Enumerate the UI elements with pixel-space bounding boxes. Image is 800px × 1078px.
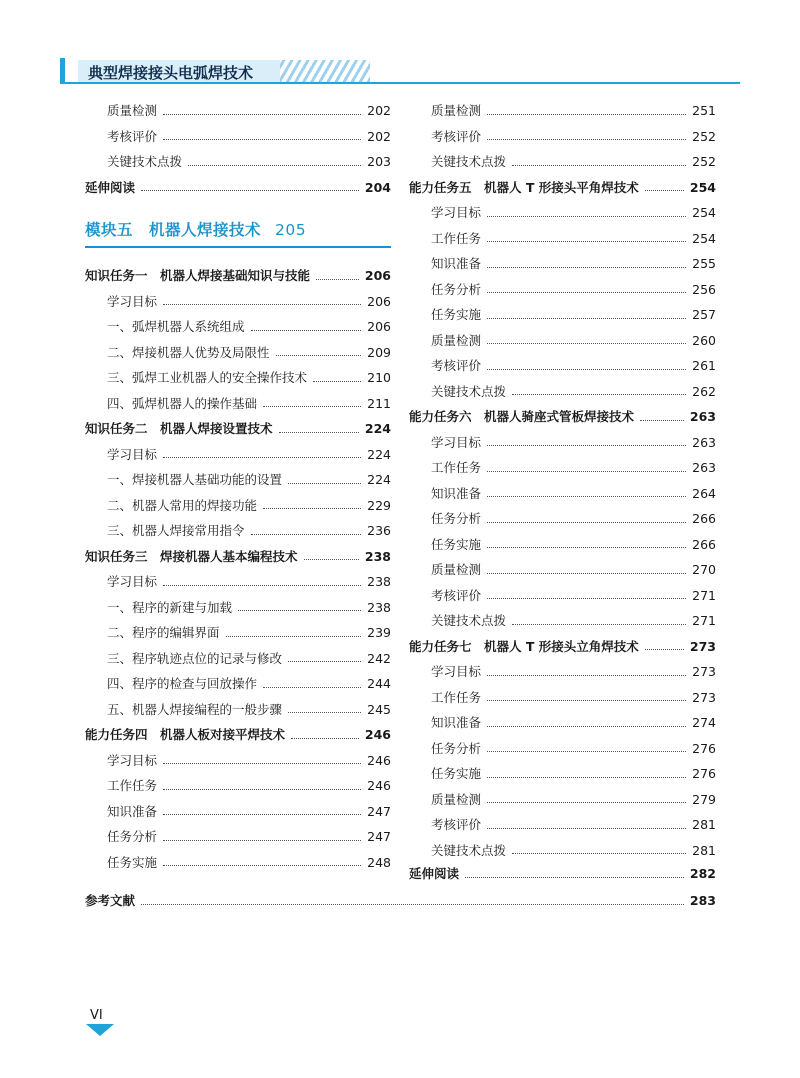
toc-entry-page: 271 xyxy=(692,613,716,628)
leader-dots xyxy=(163,813,361,815)
leader-dots xyxy=(487,266,686,268)
toc-entry-page: 257 xyxy=(692,307,716,322)
toc-entry-label: 任务分析 xyxy=(431,281,482,297)
toc-entry-label: 延伸阅读 xyxy=(409,866,460,881)
toc-entry[interactable] xyxy=(85,620,391,646)
leader-dots xyxy=(163,762,361,764)
toc-entry-label: 工作任务 xyxy=(431,230,482,246)
toc-entry[interactable] xyxy=(85,595,391,621)
toc-entry[interactable] xyxy=(409,608,716,634)
toc-entry-label: 参考文献 xyxy=(85,893,136,908)
toc-entry-page: 270 xyxy=(692,562,716,577)
toc-section-entry[interactable] xyxy=(85,175,391,201)
toc-entry-label: 考核评价 xyxy=(431,358,482,373)
toc-entry[interactable] xyxy=(409,659,716,685)
toc-entry-page: 252 xyxy=(692,128,716,144)
toc-entry[interactable] xyxy=(85,671,391,697)
toc-entry-page: 252 xyxy=(692,154,716,169)
toc-entry[interactable] xyxy=(409,761,716,787)
toc-entry-page: 261 xyxy=(692,358,716,373)
toc-entry[interactable] xyxy=(85,824,391,850)
toc-entry-extended-reading[interactable] xyxy=(409,861,716,887)
toc-entry-label: 二、程序的编辑界面 xyxy=(107,625,220,640)
book-title: 典型焊接接头电弧焊技术 xyxy=(88,64,254,82)
toc-entry-page: 245 xyxy=(367,701,391,717)
toc-entry[interactable] xyxy=(85,340,391,366)
leader-dots xyxy=(188,164,361,166)
toc-entry-label: 学习目标 xyxy=(431,664,482,679)
toc-entry[interactable] xyxy=(409,430,716,456)
toc-entry-label: 一、焊接机器人基础功能的设置 xyxy=(107,472,283,487)
toc-entry-label: 学习目标 xyxy=(431,205,482,220)
toc-entry-page: 254 xyxy=(689,179,716,195)
toc-entry-page: 263 xyxy=(692,460,716,475)
module-heading[interactable] xyxy=(85,218,306,240)
toc-entry[interactable] xyxy=(409,838,716,864)
leader-dots xyxy=(304,558,359,560)
toc-entry-label: 考核评价 xyxy=(107,128,158,144)
toc-entry-page: 281 xyxy=(692,842,716,858)
toc-entry[interactable] xyxy=(85,646,391,672)
toc-entry[interactable] xyxy=(409,251,716,277)
header-stripes xyxy=(280,60,370,82)
leader-dots xyxy=(487,699,686,701)
toc-entry[interactable] xyxy=(409,506,716,532)
toc-entry-label: 能力任务六 机器人骑座式管板焊接技术 xyxy=(409,409,635,424)
toc-entry[interactable] xyxy=(409,149,716,175)
leader-dots xyxy=(276,354,362,356)
toc-entry-label: 知识准备 xyxy=(107,803,158,819)
toc-entry-page: 274 xyxy=(692,715,716,730)
toc-entry-page: 246 xyxy=(367,752,391,768)
toc-entry-label: 质量检测 xyxy=(431,791,482,807)
header-rule xyxy=(60,82,740,84)
toc-entry[interactable] xyxy=(409,787,716,813)
leader-dots xyxy=(487,546,686,548)
toc-entry-label: 学习目标 xyxy=(431,434,482,450)
toc-left-bottom xyxy=(85,263,391,875)
toc-entry[interactable] xyxy=(85,773,391,799)
toc-entry-page: 204 xyxy=(364,179,391,195)
toc-entry-page: 210 xyxy=(367,370,391,385)
toc-entry-page: 238 xyxy=(364,548,391,564)
leader-dots xyxy=(487,597,686,599)
leader-dots xyxy=(645,648,684,650)
toc-entry[interactable] xyxy=(85,467,391,493)
toc-entry-page: 273 xyxy=(689,638,716,654)
toc-entry-label: 质量检测 xyxy=(431,332,482,348)
toc-entry-page: 263 xyxy=(689,409,716,424)
module-rule xyxy=(85,246,391,248)
toc-entry-label: 工作任务 xyxy=(431,460,482,475)
header-accent-bar xyxy=(60,58,65,84)
toc-entry-label: 一、程序的新建与加载 xyxy=(107,599,233,615)
leader-dots xyxy=(487,725,686,727)
leader-dots xyxy=(313,380,361,382)
toc-entry-label: 工作任务 xyxy=(107,778,158,793)
toc-entry-label: 知识准备 xyxy=(431,256,482,271)
toc-entry-page: 251 xyxy=(692,103,716,118)
toc-entry-label: 知识任务三 焊接机器人基本编程技术 xyxy=(85,548,298,564)
toc-entry[interactable] xyxy=(409,98,716,124)
toc-section-entry[interactable] xyxy=(409,404,716,430)
leader-dots xyxy=(640,419,684,421)
toc-entry-label: 任务分析 xyxy=(431,511,482,526)
leader-dots xyxy=(487,291,686,293)
toc-right xyxy=(409,98,716,863)
leader-dots xyxy=(163,584,361,586)
leader-dots xyxy=(163,864,361,866)
toc-entry-label: 考核评价 xyxy=(431,817,482,832)
toc-entry[interactable] xyxy=(409,328,716,354)
leader-dots xyxy=(163,456,361,458)
toc-entry-page: 282 xyxy=(689,866,716,881)
module-page: 205 xyxy=(275,221,307,239)
toc-entry-page: 203 xyxy=(367,154,391,169)
leader-dots xyxy=(226,635,362,637)
toc-entry[interactable] xyxy=(85,365,391,391)
toc-entry-page: 229 xyxy=(367,497,391,513)
toc-entry-page: 246 xyxy=(364,727,391,742)
leader-dots xyxy=(163,138,361,140)
toc-entry-page: 244 xyxy=(367,676,391,691)
toc-entry-page: 239 xyxy=(367,625,391,640)
toc-entry-label: 关键技术点拨 xyxy=(431,383,507,399)
toc-entry[interactable] xyxy=(85,697,391,723)
leader-dots xyxy=(645,189,684,191)
toc-entry-page: 211 xyxy=(367,395,391,411)
leader-dots xyxy=(163,788,361,790)
toc-entry-page: 276 xyxy=(692,766,716,781)
toc-entry-page: 271 xyxy=(692,587,716,603)
toc-left-top xyxy=(85,98,391,200)
toc-entry[interactable] xyxy=(409,557,716,583)
toc-entry-label: 三、弧焊工业机器人的安全操作技术 xyxy=(107,370,308,385)
leader-dots xyxy=(465,876,684,878)
toc-entry-label: 知识准备 xyxy=(431,485,482,501)
toc-entry-label: 能力任务七 机器人 T 形接头立角焊技术 xyxy=(409,638,639,654)
toc-entry-label: 质量检测 xyxy=(431,562,482,577)
leader-dots xyxy=(487,138,686,140)
toc-entry[interactable] xyxy=(85,442,391,468)
toc-section-entry[interactable] xyxy=(409,634,716,660)
leader-dots xyxy=(263,405,361,407)
toc-entry-label: 任务实施 xyxy=(107,854,158,870)
toc-entry-page: 238 xyxy=(367,574,391,589)
leader-dots xyxy=(291,737,359,739)
leader-dots xyxy=(512,164,686,166)
toc-entry-label: 二、机器人常用的焊接功能 xyxy=(107,497,258,513)
toc-entry-label: 关键技术点拨 xyxy=(431,154,507,169)
toc-entry-label: 学习目标 xyxy=(107,293,158,309)
toc-entry-page: 206 xyxy=(364,268,391,283)
toc-entry[interactable] xyxy=(409,710,716,736)
toc-entry-label: 学习目标 xyxy=(107,446,158,462)
toc-section-entry[interactable] xyxy=(409,175,716,201)
toc-entry-label: 能力任务五 机器人 T 形接头平角焊技术 xyxy=(409,179,639,195)
leader-dots xyxy=(487,342,686,344)
leader-dots xyxy=(487,215,686,217)
toc-entry-label: 质量检测 xyxy=(431,103,482,118)
toc-entry-label: 考核评价 xyxy=(431,587,482,603)
leader-dots xyxy=(487,674,686,676)
toc-entry-label: 学习目标 xyxy=(107,752,158,768)
toc-entry[interactable] xyxy=(409,277,716,303)
toc-entry[interactable] xyxy=(409,302,716,328)
toc-entry[interactable] xyxy=(409,532,716,558)
toc-references xyxy=(85,888,716,914)
leader-dots xyxy=(487,801,686,803)
toc-entry[interactable] xyxy=(409,124,716,150)
toc-entry-page: 254 xyxy=(692,205,716,220)
toc-entry-page: 264 xyxy=(692,485,716,501)
toc-entry-page: 273 xyxy=(692,689,716,705)
toc-entry-page: 209 xyxy=(367,344,391,360)
toc-entry-label: 学习目标 xyxy=(107,574,158,589)
toc-entry-label: 关键技术点拨 xyxy=(431,613,507,628)
toc-entry-page: 279 xyxy=(692,791,716,807)
toc-entry-label: 延伸阅读 xyxy=(85,179,136,195)
leader-dots xyxy=(288,711,361,713)
toc-entry-page: 276 xyxy=(692,740,716,756)
toc-entry-label: 知识任务二 机器人焊接设置技术 xyxy=(85,421,273,436)
module-title: 模块五 机器人焊接技术 xyxy=(85,221,262,239)
toc-entry[interactable] xyxy=(85,289,391,315)
leader-dots xyxy=(238,609,361,611)
toc-entry[interactable] xyxy=(409,685,716,711)
leader-dots xyxy=(263,686,361,688)
leader-dots xyxy=(251,329,362,331)
toc-entry-label: 知识准备 xyxy=(431,715,482,730)
toc-entry[interactable] xyxy=(85,799,391,825)
toc-entry-page: 262 xyxy=(692,383,716,399)
toc-entry-page: 283 xyxy=(689,893,716,908)
toc-entry[interactable] xyxy=(409,200,716,226)
toc-entry-page: 247 xyxy=(367,829,391,844)
leader-dots xyxy=(316,278,359,280)
toc-entry[interactable] xyxy=(85,314,391,340)
toc-entry[interactable] xyxy=(409,583,716,609)
toc-entry-label: 任务实施 xyxy=(431,766,482,781)
toc-section-entry[interactable] xyxy=(85,416,391,442)
toc-section-entry[interactable] xyxy=(85,263,391,289)
toc-entry-page: 254 xyxy=(692,230,716,246)
leader-dots xyxy=(512,623,686,625)
toc-entry-label: 任务实施 xyxy=(431,307,482,322)
leader-dots xyxy=(163,839,361,841)
toc-entry[interactable] xyxy=(85,149,391,175)
toc-entry[interactable] xyxy=(85,748,391,774)
leader-dots xyxy=(487,240,686,242)
toc-entry-page: 224 xyxy=(367,472,391,487)
toc-entry-label: 三、程序轨迹点位的记录与修改 xyxy=(107,650,283,666)
toc-entry-page: 273 xyxy=(692,664,716,679)
toc-entry-label: 三、机器人焊接常用指令 xyxy=(107,523,245,538)
leader-dots xyxy=(512,852,686,854)
toc-entry-label: 能力任务四 机器人板对接平焊技术 xyxy=(85,727,286,742)
toc-entry-references[interactable] xyxy=(85,888,716,914)
toc-entry[interactable] xyxy=(85,493,391,519)
toc-entry-page: 224 xyxy=(367,446,391,462)
toc-entry-label: 工作任务 xyxy=(431,689,482,705)
page-marker-triangle-icon xyxy=(86,1024,114,1036)
leader-dots xyxy=(141,189,359,191)
leader-dots xyxy=(487,750,686,752)
toc-entry-label: 任务分析 xyxy=(431,740,482,756)
toc-entry[interactable] xyxy=(85,518,391,544)
toc-entry-page: 247 xyxy=(367,803,391,819)
toc-entry-label: 关键技术点拨 xyxy=(107,154,183,169)
toc-entry-page: 266 xyxy=(692,536,716,552)
toc-entry-page: 236 xyxy=(367,523,391,538)
leader-dots xyxy=(141,903,684,905)
toc-entry-label: 一、弧焊机器人系统组成 xyxy=(107,319,245,334)
leader-dots xyxy=(487,317,686,319)
leader-dots xyxy=(288,482,361,484)
toc-entry-label: 考核评价 xyxy=(431,128,482,144)
running-header xyxy=(60,58,740,84)
toc-entry[interactable] xyxy=(409,812,716,838)
toc-entry-page: 248 xyxy=(367,854,391,870)
leader-dots xyxy=(279,431,359,433)
leader-dots xyxy=(487,113,686,115)
leader-dots xyxy=(487,521,686,523)
toc-entry[interactable] xyxy=(409,455,716,481)
leader-dots xyxy=(251,533,362,535)
leader-dots xyxy=(487,572,686,574)
leader-dots xyxy=(487,444,686,446)
toc-entry-label: 四、程序的检查与回放操作 xyxy=(107,676,258,691)
toc-entry-page: 206 xyxy=(367,293,391,309)
toc-entry-page: 242 xyxy=(367,650,391,666)
toc-entry[interactable] xyxy=(409,481,716,507)
toc-entry[interactable] xyxy=(85,124,391,150)
toc-entry-page: 260 xyxy=(692,332,716,348)
toc-entry-page: 206 xyxy=(367,319,391,334)
toc-entry-label: 任务分析 xyxy=(107,829,158,844)
toc-entry-page: 255 xyxy=(692,256,716,271)
leader-dots xyxy=(263,507,361,509)
leader-dots xyxy=(487,368,686,370)
leader-dots xyxy=(487,776,686,778)
leader-dots xyxy=(487,495,686,497)
toc-entry-page: 246 xyxy=(367,778,391,793)
page-number: VI xyxy=(90,1008,103,1023)
toc-entry[interactable] xyxy=(85,98,391,124)
toc-entry-page: 263 xyxy=(692,434,716,450)
toc-entry-page: 224 xyxy=(364,421,391,436)
toc-entry-label: 五、机器人焊接编程的一般步骤 xyxy=(107,701,283,717)
toc-entry-page: 202 xyxy=(367,103,391,118)
toc-right-extended xyxy=(409,861,716,887)
leader-dots xyxy=(163,113,361,115)
toc-entry[interactable] xyxy=(409,736,716,762)
toc-entry[interactable] xyxy=(85,391,391,417)
leader-dots xyxy=(512,393,686,395)
toc-entry-page: 256 xyxy=(692,281,716,297)
toc-entry[interactable] xyxy=(409,353,716,379)
toc-entry-label: 任务实施 xyxy=(431,536,482,552)
leader-dots xyxy=(288,660,361,662)
leader-dots xyxy=(163,303,361,305)
toc-entry-label: 二、焊接机器人优势及局限性 xyxy=(107,344,270,360)
toc-section-entry[interactable] xyxy=(85,722,391,748)
toc-entry-page: 281 xyxy=(692,817,716,832)
toc-entry-page: 238 xyxy=(367,599,391,615)
toc-section-entry[interactable] xyxy=(85,544,391,570)
leader-dots xyxy=(487,470,686,472)
toc-entry-label: 关键技术点拨 xyxy=(431,842,507,858)
toc-entry-label: 质量检测 xyxy=(107,103,158,118)
toc-entry[interactable] xyxy=(85,569,391,595)
toc-entry-label: 四、弧焊机器人的操作基础 xyxy=(107,395,258,411)
toc-entry[interactable] xyxy=(85,850,391,876)
toc-entry-page: 266 xyxy=(692,511,716,526)
leader-dots xyxy=(487,827,686,829)
toc-entry-label: 知识任务一 机器人焊接基础知识与技能 xyxy=(85,268,311,283)
toc-entry-page: 202 xyxy=(367,128,391,144)
toc-entry[interactable] xyxy=(409,226,716,252)
toc-entry[interactable] xyxy=(409,379,716,405)
